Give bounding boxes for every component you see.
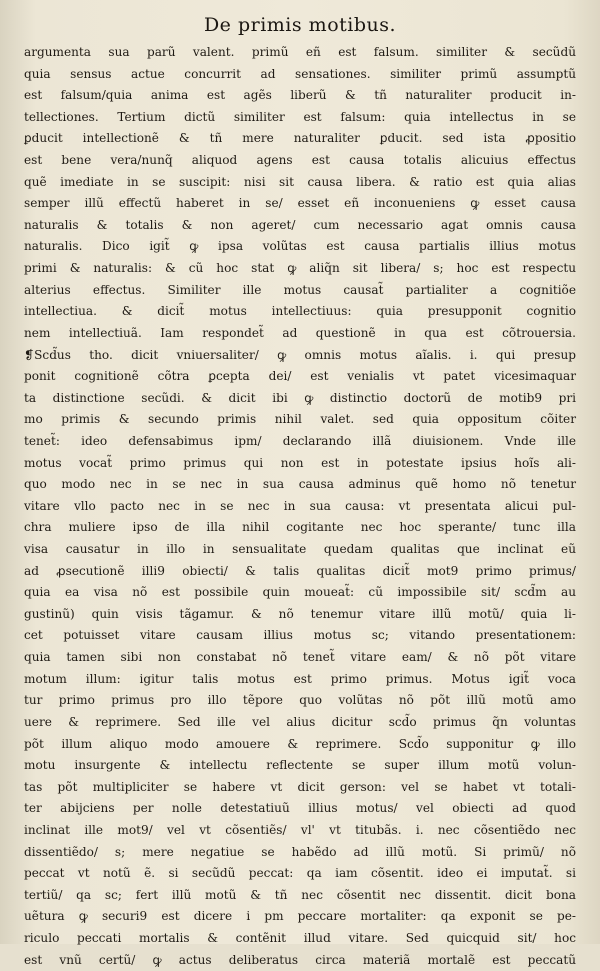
text-line: ponit cognitionẽ cõtra ꝑcepta dei/ est venialis vt patet vicesimaquar bbox=[24, 369, 576, 384]
text-line: riculo peccati mortalis & contẽnit illud vitare. Sed quicquid sit/ hoc bbox=[24, 930, 576, 945]
text-line: tur primo primus pro illo tẽpore quo volũtas nõ põt illũ motũ amo bbox=[24, 693, 576, 708]
text-line: motus vocat̃ primo primus qui non est in potestate ipsius hoĩs ali- bbox=[24, 455, 576, 470]
text-line: tertiũ/ qa sc; fert illũ motũ & tñ nec cõsentit nec dissentit. dicit bona bbox=[24, 887, 576, 902]
text-line: ter abijciens per nolle detestatiuũ illius motus/ vel obiecti ad quod bbox=[24, 801, 576, 816]
text-line: gustinũ) quin visis tãgamur. & nõ tenemur vitare illũ motũ/ quia li- bbox=[24, 606, 576, 621]
text-line: inclinat ille mot9/ vel vt cõsentiẽs/ vl' vt titubãs. i. nec cõsentiẽdo nec bbox=[24, 822, 576, 837]
text-line: est vnũ certũ/ ꝙ actus deliberatus circa materiã mortalẽ est peccatũ bbox=[24, 952, 576, 967]
text-line: dissentiẽdo/ s; mere negatiue se habẽdo ad illũ motũ. Si primũ/ nõ bbox=[24, 844, 576, 859]
text-line: est bene vera/nunq̃ aliquod agens est causa totalis alicuius effectus bbox=[24, 153, 576, 168]
page-header: De primis motibus. bbox=[203, 14, 397, 36]
text-line: est falsum/quia anima est agẽs liberũ & tñ naturaliter producit in- bbox=[24, 88, 576, 103]
text-line: ꝑducit intellectionẽ & tñ mere naturaliter ꝑducit. sed ista ꝓpositio bbox=[24, 131, 576, 146]
text-line: vitare vllo pacto nec in se nec in sua causa: vt presentata alicui pul- bbox=[24, 498, 576, 513]
text-line: argumenta sua parũ valent. primũ eñ est falsum. similiter & secũdũ bbox=[24, 45, 576, 59]
text-line: visa causatur in illo in sensualitate quedam qualitas que inclinat eũ bbox=[24, 542, 576, 557]
text-line: quo modo nec in se nec in sua causa adminus quẽ homo nõ tenetur bbox=[24, 477, 576, 492]
text-line: põt illum aliquo modo amouere & reprimere. Scd̃o supponitur ꝙ illo bbox=[24, 736, 576, 751]
text-body bbox=[24, 42, 576, 971]
text-line: tenet̃: ideo defensabimus ipm/ declarando illã diuisionem. Vnde ille bbox=[24, 433, 576, 448]
text-line: naturalis & totalis & non ageret/ cum necessario agat omnis causa bbox=[24, 217, 576, 232]
text-line: quia ea visa nõ est possibile quin moueat̃: cũ impossibile sit/ scd̃m au bbox=[24, 585, 576, 600]
text-line: ta distinctione secũdi. & dicit ibi ꝙ distinctio doctorũ de motib9 pri bbox=[24, 390, 576, 405]
text-line: ❡Scd̃us tho. dicit vniuersaliter/ ꝙ omnis motus aĩalis. i. qui presup bbox=[24, 347, 576, 362]
text-line: naturalis. Dico igit̃ ꝙ ipsa volũtas est causa partialis illius motus bbox=[24, 239, 576, 254]
text-line: uere & reprimere. Sed ille vel alius dicitur scd̃o primus q̃n voluntas bbox=[24, 714, 576, 729]
text-line: quẽ imediate in se suscipit: nisi sit causa libera. & ratio est quia alias bbox=[24, 174, 576, 189]
text-line: alterius effectus. Similiter ille motus causat̃ partialiter a cognitiõe bbox=[24, 282, 576, 297]
text-line: motum illum: igitur talis motus est primo primus. Motus igit̃ voca bbox=[24, 671, 576, 686]
text-line: intellectiua. & dicit̃ motus intellectiuus: quia presupponit cognitio bbox=[24, 304, 576, 319]
text-line: mo primis & secundo primis nihil valet. sed quia oppositum cõiter bbox=[24, 412, 576, 427]
text-line: semper illũ effectũ haberet in se/ esset eñ inconueniens ꝙ esset causa bbox=[24, 196, 576, 211]
text-line: uẽtura ꝙ securi9 est dicere i pm peccare mortaliter: qa exponit se pe- bbox=[24, 909, 576, 924]
text-line: chra muliere ipso de illa nihil cogitante nec hoc sperante/ tunc illa bbox=[24, 520, 576, 535]
text-line: motu insurgente & intellectu reflectente se super illum motũ volun- bbox=[24, 758, 576, 773]
text-line: cet potuisset vitare causam illius motus sc; vitando presentationem: bbox=[24, 628, 576, 643]
text-line: tellectiones. Tertium dictũ similiter est falsum: quia intellectus in se bbox=[24, 109, 576, 124]
text-line: tas põt multipliciter se habere vt dicit gerson: vel se habet vt totali- bbox=[24, 779, 576, 794]
text-line: quia tamen sibi non constabat nõ tenet̃ vitare eam/ & nõ põt vitare bbox=[24, 650, 576, 665]
text-line: primi & naturalis: & cũ hoc stat ꝙ aliq̃n sit libera/ s; hoc est respectu bbox=[24, 261, 576, 276]
text-line: quia sensus actue concurrit ad sensationes. similiter primũ assumptũ bbox=[24, 66, 576, 81]
text-line: ad ꝓsecutionẽ illi9 obiecti/ & talis qualitas dicit̃ mot9 primo primus/ bbox=[24, 563, 576, 578]
text-line: peccat vt notũ ẽ. si secũdũ peccat: qa iam cõsentit. ideo ei imputat̃. si bbox=[24, 866, 576, 881]
text-line: nem intellectiuã. Iam respondet̃ ad questionẽ in qua est cõtrouersia. bbox=[24, 325, 576, 340]
